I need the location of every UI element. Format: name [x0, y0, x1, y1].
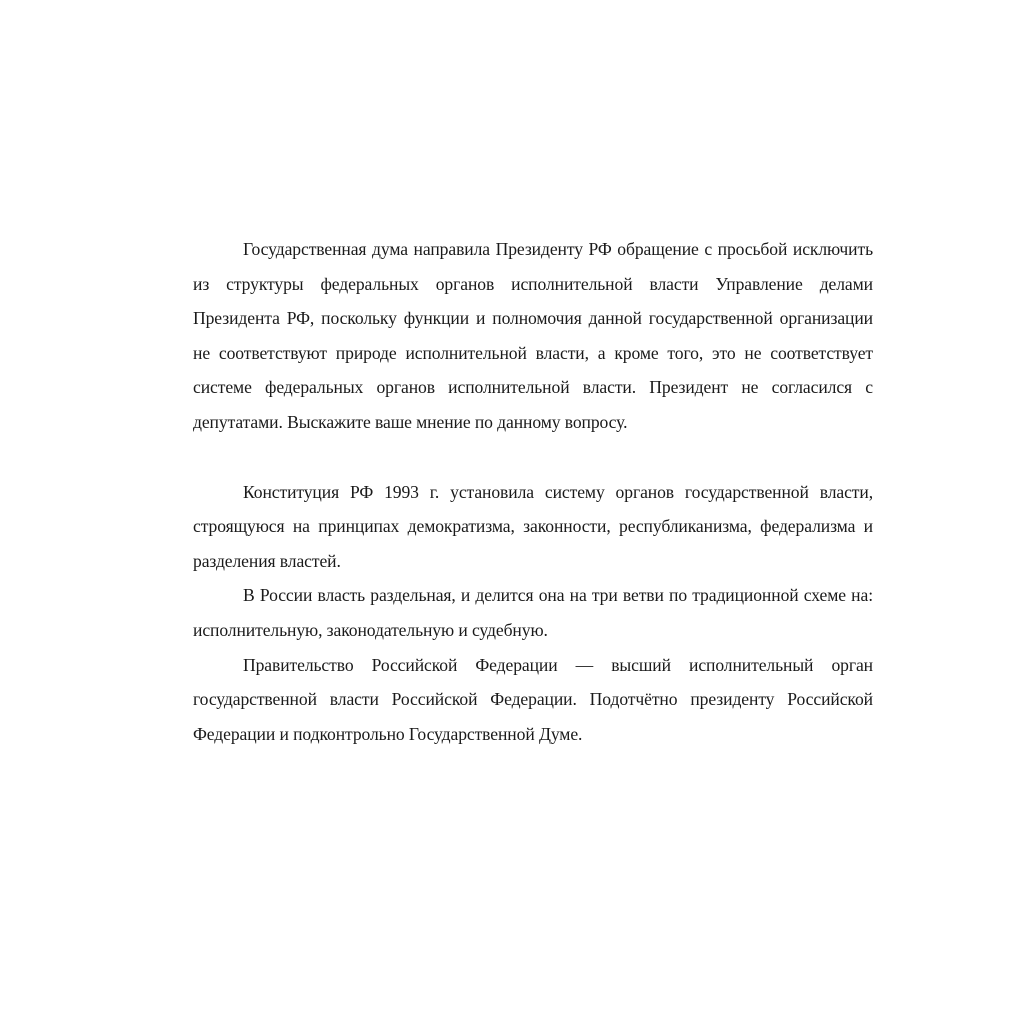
document-text-area	[193, 232, 873, 806]
answer-paragraph-2: В России власть раздельная, и делится она на три ветви по традиционной схеме на: исполнительную, законодательную и судебную.	[193, 585, 873, 640]
answer-paragraph-1: Конституция РФ 1993 г. установила систему органов государственной власти, строящуюся на принципах демократизма, законности, республиканизма, федерализма и разделения властей.	[193, 481, 873, 571]
paragraph-gap	[193, 440, 873, 475]
answer-paragraph-3: Правительство Российской Федерации — высший исполнительный орган государственной власти Российской Федерации. Подотчётно президенту Российской Федерации и подконтрольно Государственной Думе.	[193, 654, 873, 744]
document-page	[193, 0, 873, 1024]
task-paragraph: Государственная дума направила Президенту РФ обращение с просьбой исключить из структуры федеральных органов исполнительной власти Управление делами Президента РФ, поскольку функции и полномочия данной государственной организации не соответствуют природе исполнительной власти, а кроме того, это не соответствует системе федеральных органов исполнительной власти. Президент не согласился с депутатами. Выскажите ваше мнение по данному вопросу.	[193, 239, 873, 432]
